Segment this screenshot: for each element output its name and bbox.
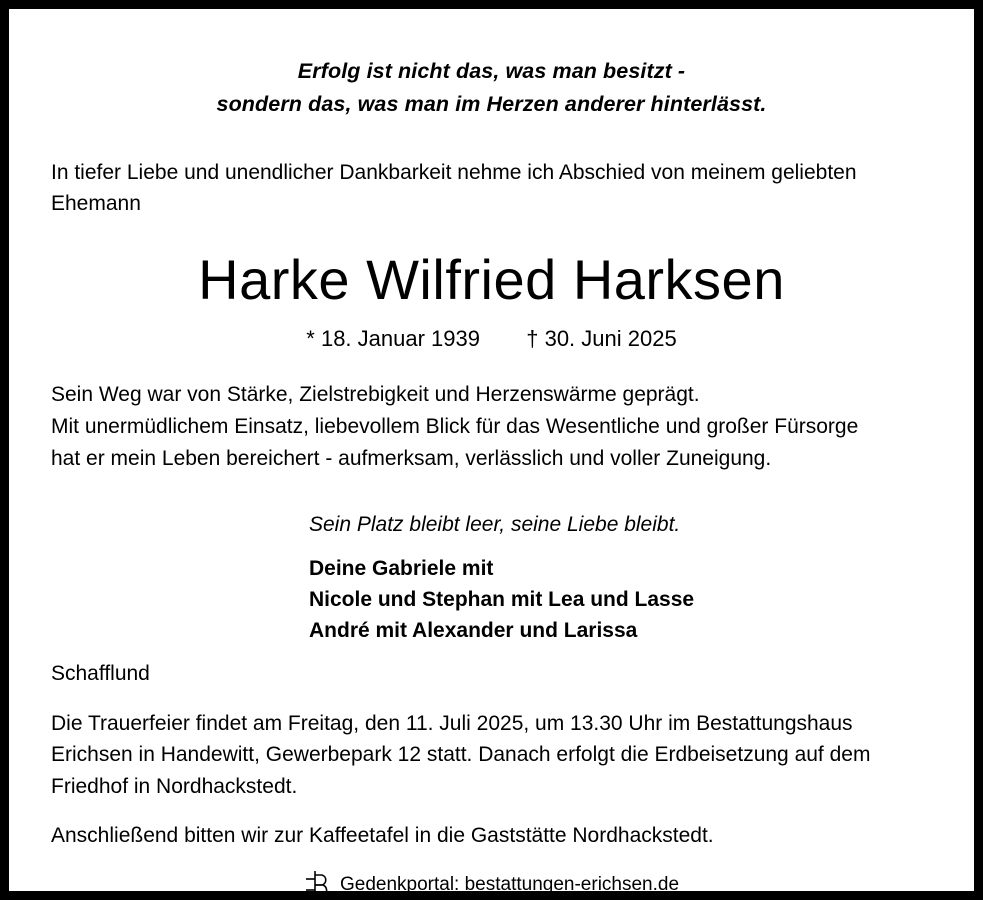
family-line-3: André mit Alexander und Larissa xyxy=(309,618,638,642)
ceremony-line-2: Erichsen in Handewitt, Gewerbepark 12 statt. Danach erfolgt die Erdbeisetzung auf dem xyxy=(51,743,871,767)
ceremony-details xyxy=(51,708,932,803)
family-signatures xyxy=(51,553,932,646)
place-name: Schafflund xyxy=(51,661,150,685)
birth-date: * 18. Januar 1939 xyxy=(306,325,480,351)
ceremony-line-1: Die Trauerfeier findet am Freitag, den 11. Juli 2025, um 13.30 Uhr im Bestattungshaus xyxy=(51,711,853,735)
intro-text xyxy=(51,157,932,219)
motto-line-1: Erfolg ist nicht das, was man besitzt - xyxy=(297,59,686,83)
tribute-line-2: Mit unermüdlichem Einsatz, liebevollem Blick für das Wesentliche und großer Fürsorge xyxy=(51,414,859,438)
deceased-name: Harke Wilfried Harksen xyxy=(198,247,785,311)
life-dates xyxy=(51,326,932,352)
motto-line-2: sondern das, was man im Herzen anderer hinterlässt. xyxy=(216,92,767,117)
family-line-2: Nicole und Stephan mit Lea und Lasse xyxy=(309,587,695,611)
intro-line-1: In tiefer Liebe und unendlicher Dankbarkeit nehme ich Abschied von meinem geliebten xyxy=(51,160,857,184)
ceremony-line-3: Friedhof in Nordhackstedt. xyxy=(51,774,298,798)
family-line-1: Deine Gabriele mit xyxy=(309,556,494,580)
reception-note: Anschließend bitten wir zur Kaffeetafel in die Gaststätte Nordhackstedt. xyxy=(51,824,714,848)
death-date: † 30. Juni 2025 xyxy=(526,325,677,351)
eb-monogram-logo xyxy=(304,870,330,900)
tribute-line-1: Sein Weg war von Stärke, Zielstrebigkeit und Herzenswärme geprägt. xyxy=(51,382,700,406)
portal-link-text[interactable]: Gedenkportal: bestattungen-erichsen.de xyxy=(339,874,680,896)
memorial-portal[interactable] xyxy=(51,870,932,900)
epitaph-text: Sein Platz bleibt leer, seine Liebe bleibt. xyxy=(309,512,681,536)
intro-line-2: Ehemann xyxy=(51,191,141,215)
tribute-line-3: hat er mein Leben bereichert - aufmerksam, verlässlich und voller Zuneigung. xyxy=(51,446,772,470)
tribute-text xyxy=(51,379,932,475)
motto-quote xyxy=(51,55,932,122)
notice-content xyxy=(51,55,932,896)
